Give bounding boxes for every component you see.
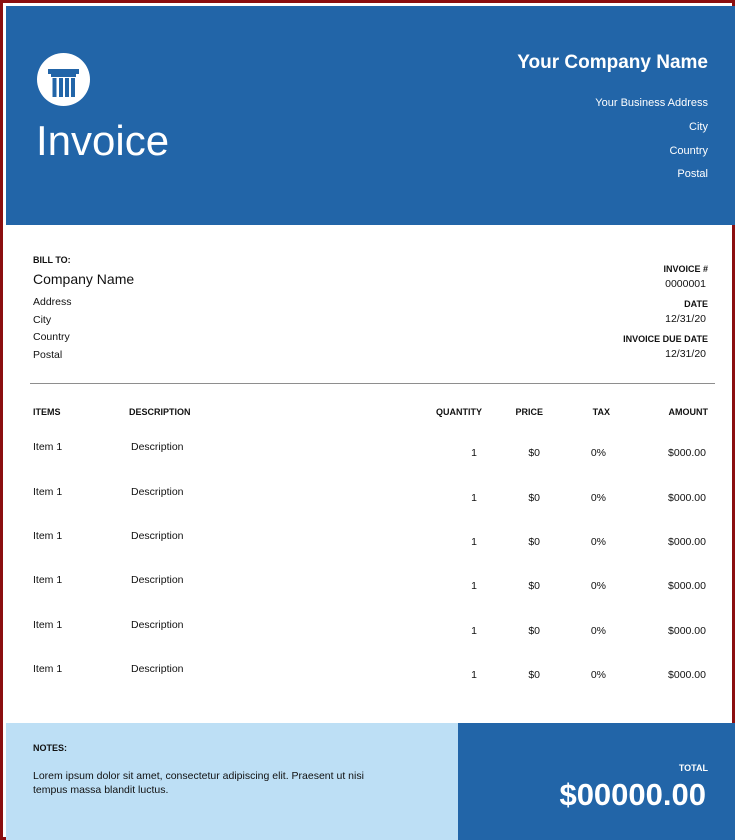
- row-amount: $000.00: [668, 536, 706, 548]
- row-item: Item 1: [33, 530, 63, 542]
- row-price: $0: [528, 625, 540, 637]
- row-price: $0: [528, 492, 540, 504]
- row-amount: $000.00: [668, 580, 706, 592]
- company-address: Your Business Address: [595, 97, 708, 109]
- row-quantity: 1: [471, 669, 477, 681]
- row-tax: 0%: [590, 536, 606, 548]
- invoice-date: 12/31/20: [665, 313, 706, 325]
- row-tax: 0%: [590, 492, 606, 504]
- column-header-tax: TAX: [592, 407, 610, 417]
- column-header-amount: AMOUNT: [668, 407, 708, 417]
- row-quantity: 1: [471, 580, 477, 592]
- total-label: TOTAL: [678, 763, 708, 773]
- row-tax: 0%: [590, 669, 606, 681]
- row-item: Item 1: [33, 486, 63, 498]
- company-city: City: [689, 121, 708, 133]
- column-header-price: PRICE: [515, 407, 543, 417]
- row-quantity: 1: [471, 625, 477, 637]
- row-price: $0: [528, 536, 540, 548]
- bill-to-label: BILL TO:: [33, 255, 71, 265]
- row-amount: $000.00: [668, 492, 706, 504]
- row-item: Item 1: [33, 619, 63, 631]
- company-country: Country: [669, 145, 708, 157]
- total-amount: $00000.00: [559, 777, 706, 812]
- bill-to-address: Address: [33, 296, 72, 308]
- row-description: Description: [131, 663, 184, 675]
- bill-to-country: Country: [33, 331, 70, 343]
- row-item: Item 1: [33, 663, 63, 675]
- row-quantity: 1: [471, 447, 477, 459]
- bill-to-company: Company Name: [33, 271, 135, 287]
- company-postal: Postal: [677, 168, 708, 180]
- invoice-title: Invoice: [36, 117, 170, 164]
- row-item: Item 1: [33, 441, 63, 453]
- row-tax: 0%: [590, 447, 606, 459]
- row-amount: $000.00: [668, 625, 706, 637]
- row-description: Description: [131, 574, 184, 586]
- row-price: $0: [528, 669, 540, 681]
- row-quantity: 1: [471, 492, 477, 504]
- section-divider: [30, 383, 715, 384]
- bill-to-city: City: [33, 314, 52, 326]
- row-quantity: 1: [471, 536, 477, 548]
- column-header-items: ITEMS: [33, 407, 61, 417]
- row-price: $0: [528, 580, 540, 592]
- row-description: Description: [131, 619, 184, 631]
- invoice-number-label: INVOICE #: [663, 264, 708, 274]
- row-amount: $000.00: [668, 447, 706, 459]
- row-price: $0: [528, 447, 540, 459]
- row-description: Description: [131, 530, 184, 542]
- invoice-due-date: 12/31/20: [665, 348, 706, 360]
- row-item: Item 1: [33, 574, 63, 586]
- column-header-description: DESCRIPTION: [129, 407, 191, 417]
- column-pillar-icon: [37, 53, 90, 106]
- row-tax: 0%: [590, 625, 606, 637]
- row-tax: 0%: [590, 580, 606, 592]
- column-header-quantity: QUANTITY: [436, 407, 482, 417]
- notes-label: NOTES:: [33, 743, 68, 753]
- invoice-number: 0000001: [665, 278, 706, 290]
- row-amount: $000.00: [668, 669, 706, 681]
- row-description: Description: [131, 441, 184, 453]
- row-description: Description: [131, 486, 184, 498]
- company-name: Your Company Name: [517, 52, 708, 73]
- notes-text: Lorem ipsum dolor sit amet, consectetur adipiscing elit. Praesent ut nisi tempus massa blandit luctus.: [33, 770, 364, 796]
- bill-to-postal: Postal: [33, 349, 63, 361]
- invoice-date-label: DATE: [684, 299, 708, 309]
- invoice-due-label: INVOICE DUE DATE: [623, 334, 708, 344]
